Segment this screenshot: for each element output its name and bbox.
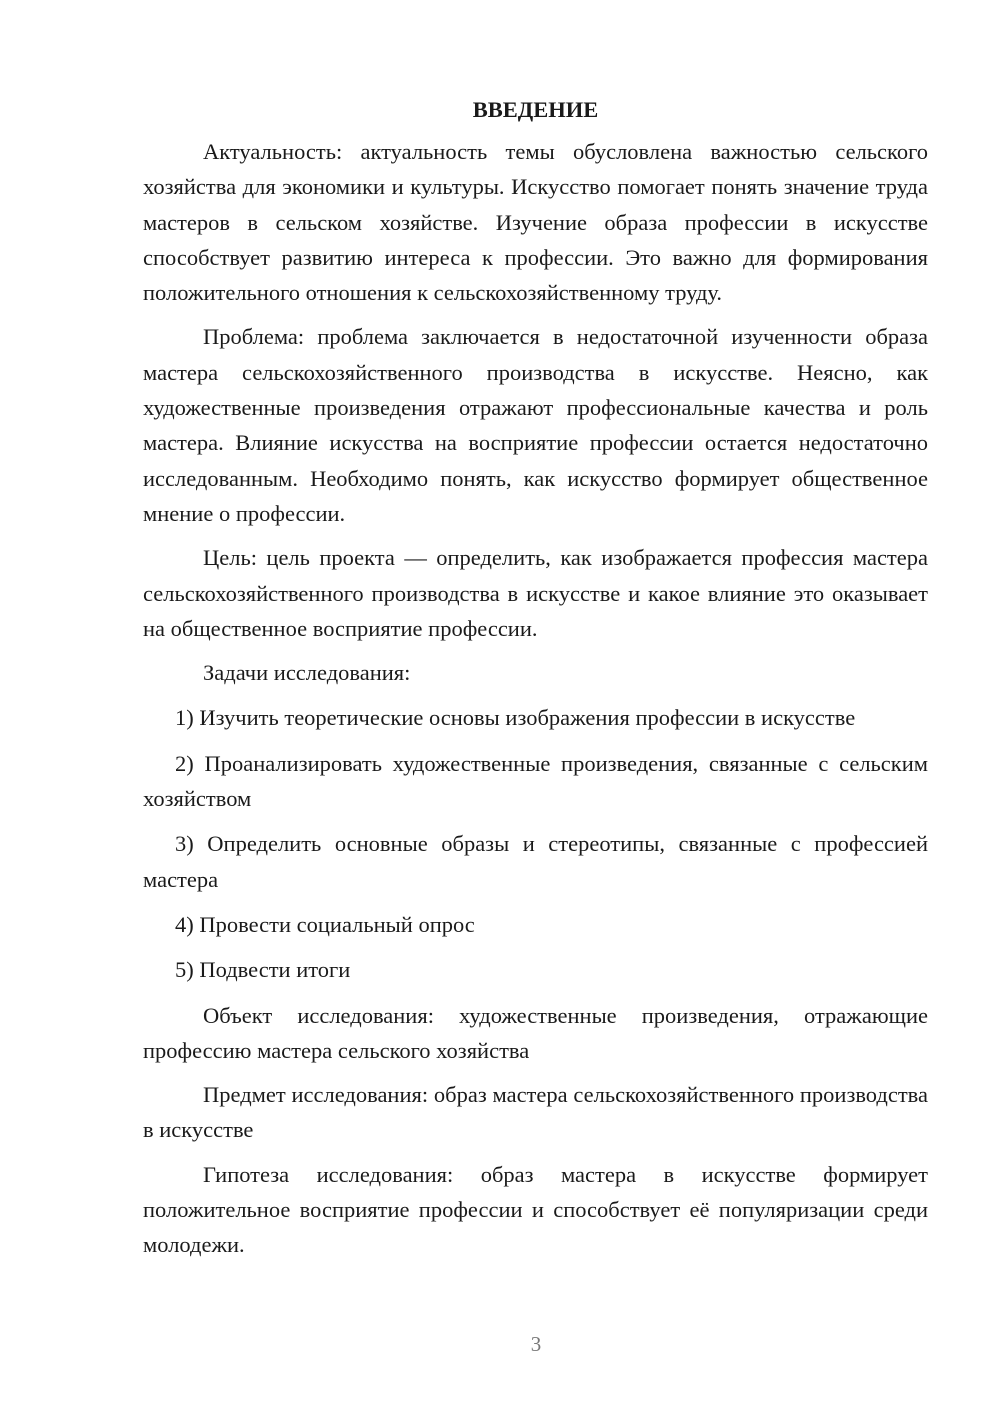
task-item-2: 2) Проанализировать художественные произведения, связанные с сельским хозяйством <box>143 750 928 812</box>
task-item-4: 4) Провести социальный опрос <box>175 911 475 937</box>
paragraph-tasks-heading: Задачи исследования: <box>203 660 411 686</box>
page-number: 3 <box>530 1332 542 1356</box>
task-item-3: 3) Определить основные образы и стереотипы, связанные с профессией мастера <box>143 831 928 892</box>
paragraph-object: Объект исследования: художественные произведения, отражающие профессию мастера сельского хозяйства <box>143 1002 928 1063</box>
paragraph-problem: Проблема: проблема заключается в недостаточной изученности образа мастера сельскохозяйственного производства в искусстве. Неясно, как художественные произведения отражают профессиональные качества и роль мастера. Влияние искусства на восприятие профессии остается недостаточно исследованным. Необходимо понять, как искусство формирует общественное мнение о профессии. <box>143 324 928 526</box>
task-item-1: 1) Изучить теоретические основы изображения профессии в искусстве <box>175 705 856 731</box>
paragraph-goal: Цель: цель проекта — определить, как изображается профессия мастера сельскохозяйственного производства в искусстве и какое влияние это оказывает на общественное восприятие профессии. <box>143 545 928 641</box>
document-page <box>143 92 928 1272</box>
task-item-5: 5) Подвести итоги <box>175 957 351 983</box>
paragraph-hypothesis: Гипотеза исследования: образ мастера в искусстве формирует положительное восприятие профессии и способствует её популяризации среди молодежи. <box>143 1161 928 1258</box>
paragraph-subject: Предмет исследования: образ мастера сельскохозяйственного производства в искусстве <box>143 1082 928 1143</box>
page-title: ВВЕДЕНИЕ <box>472 97 599 122</box>
paragraph-relevance: Актуальность: актуальность темы обусловлена важностью сельского хозяйства для экономики и культуры. Искусство помогает понять значение труда мастеров в сельском хозяйстве. Изучение образа профессии в искусстве способствует развитию интереса к профессии. Это важно для формирования положительного отношения к сельскохозяйственному труду. <box>143 139 928 306</box>
